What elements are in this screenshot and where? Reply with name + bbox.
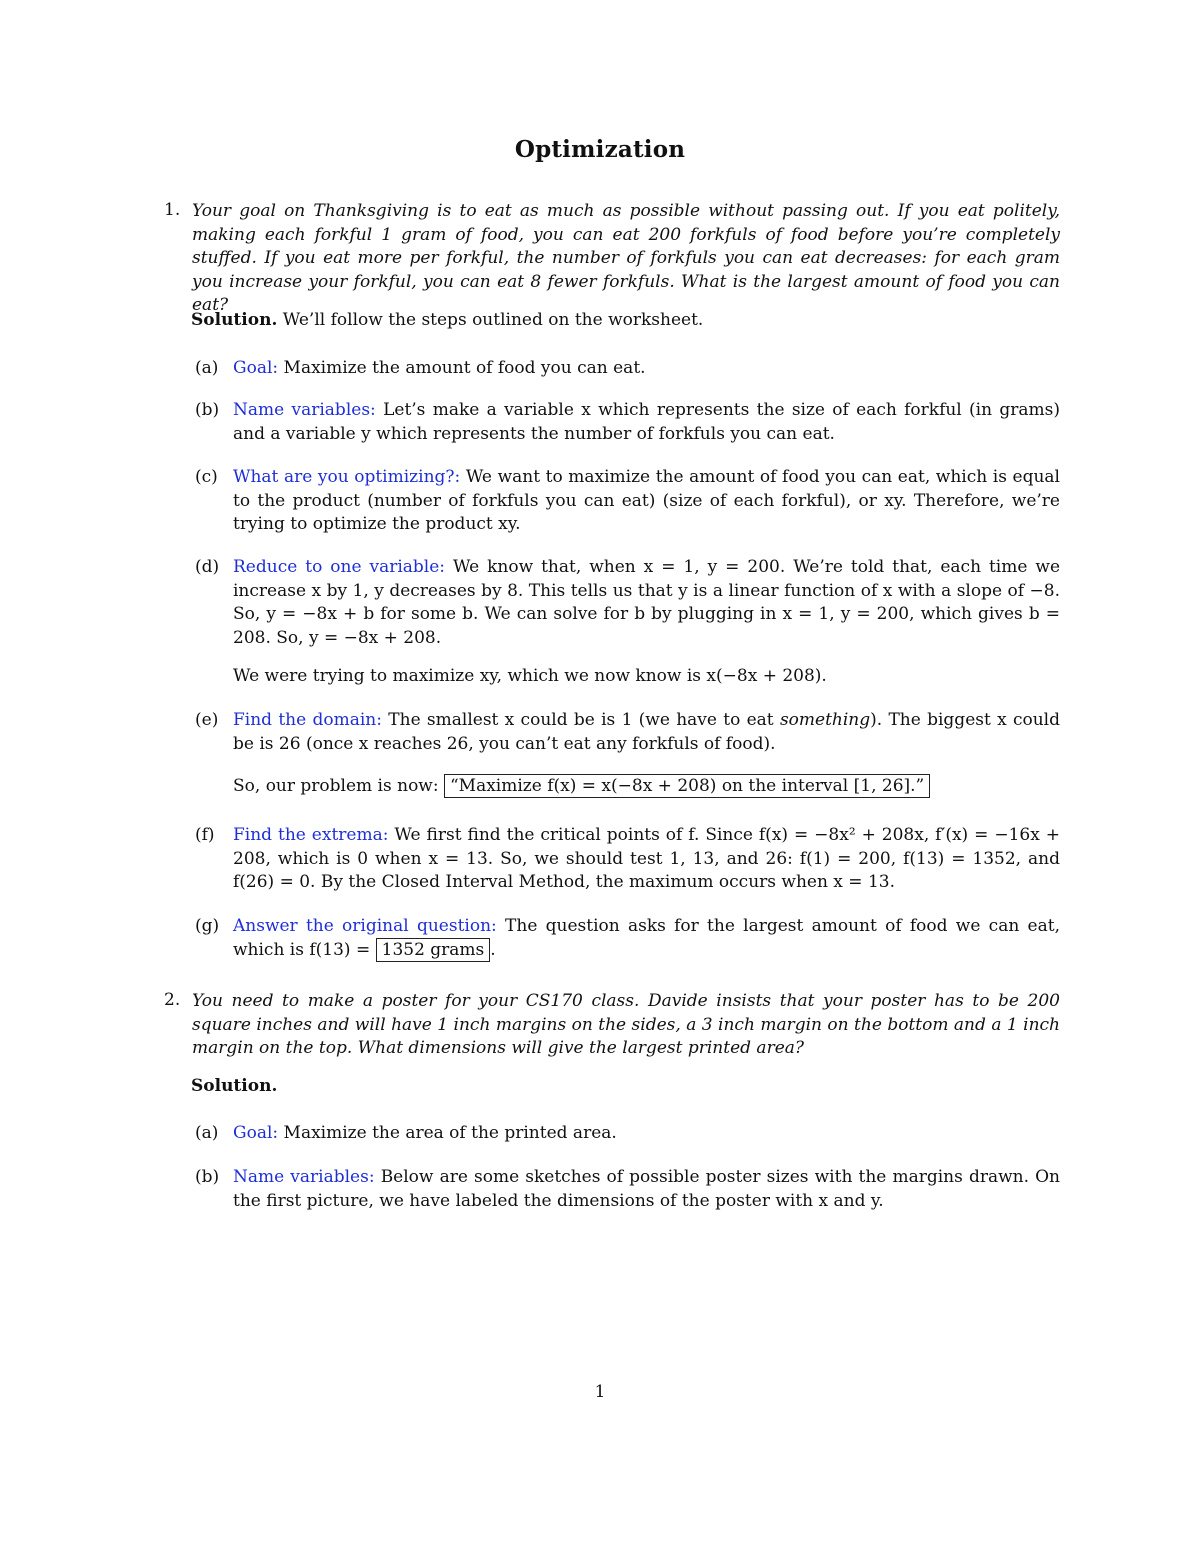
- solution-label: Solution.: [191, 310, 278, 330]
- step-text: Maximize the amount of food you can eat.: [283, 358, 646, 378]
- step-keyword: Find the extrema:: [233, 825, 389, 845]
- step-keyword: Goal:: [233, 358, 279, 378]
- step-keyword: Name variables:: [233, 1167, 375, 1187]
- step-text-before: The smallest x could be is 1 (we have to eat: [388, 710, 774, 730]
- step-b: [195, 399, 1060, 446]
- step-label: (f): [195, 825, 215, 845]
- step-text-after: ). The biggest x could be is 26 (once x reaches 26, you can’t eat any forkfuls of food).: [233, 710, 1061, 754]
- step-keyword: Answer the original question:: [233, 916, 497, 936]
- step-label: (a): [195, 358, 219, 378]
- step-label: (b): [195, 1167, 220, 1187]
- solution-label: Solution.: [191, 1076, 278, 1096]
- followup-lead: So, our problem is now:: [233, 776, 439, 796]
- step-label: (b): [195, 400, 220, 420]
- problem-1: [164, 200, 1060, 318]
- step-c: [195, 466, 1060, 537]
- step-label: (g): [195, 916, 220, 936]
- step-text: Maximize the area of the printed area.: [283, 1123, 617, 1143]
- step-e-followup: [233, 775, 1061, 799]
- page-title: Optimization: [514, 136, 686, 163]
- step-text: We want to maximize the amount of food you can eat, which is equal to the product (number of forkfuls you can eat) (size of each forkful), or xy. Therefore, we’re trying to optimize the product xy.: [233, 467, 1060, 534]
- problem-statement: You need to make a poster for your CS170 class. Davide insists that your poster has to be 200 square inches and will have 1 inch margins on the sides, a 3 inch margin on the bottom and a 1 inch margin on the top. What dimensions will give the largest printed area?: [192, 991, 1060, 1058]
- problem-number: 1.: [164, 200, 181, 220]
- step-text: The question asks for the largest amount of food we can eat, which is f(13) =: [233, 916, 1060, 960]
- step-end: .: [490, 939, 496, 960]
- step-keyword: What are you optimizing?:: [233, 467, 461, 487]
- boxed-answer: 1352 grams: [376, 938, 491, 962]
- step-e: [195, 709, 1060, 756]
- step-label: (c): [195, 467, 218, 487]
- step-d-followup: We were trying to maximize xy, which we now know is x(−8x + 208).: [233, 666, 827, 686]
- step-2a: [195, 1122, 1060, 1146]
- step-label: (e): [195, 710, 219, 730]
- step-text: We first find the critical points of f. Since f(x) = −8x² + 208x, f′(x) = −16x + 208, which is 0 when x = 13. So, we should test 1, 13, and 26: f(1) = 200, f(13) = 1352, and f(26) = 0. By the Closed Interval Method, the maximum occurs when x = 13.: [233, 825, 1060, 892]
- step-emphasis: something: [779, 710, 871, 730]
- step-2b: [195, 1166, 1060, 1213]
- problem-2: [164, 990, 1060, 1061]
- boxed-problem-statement: “Maximize f(x) = x(−8x + 208) on the interval [1, 26].”: [444, 774, 930, 798]
- step-text: We know that, when x = 1, y = 200. We’re told that, each time we increase x by 1, y decreases by 8. This tells us that y is a linear function of x with a slope of −8. So, y = −8x + b for some b. We can solve for b by plugging in x = 1, y = 200, which gives b = 208. So, y = −8x + 208.: [233, 557, 1061, 648]
- step-keyword: Name variables:: [233, 400, 376, 420]
- step-g: [195, 915, 1060, 962]
- step-keyword: Reduce to one variable:: [233, 557, 446, 577]
- step-label: (d): [195, 557, 220, 577]
- step-a: [195, 357, 1060, 381]
- step-text: Below are some sketches of possible poster sizes with the margins drawn. On the first picture, we have labeled the dimensions of the poster with x and y.: [233, 1167, 1060, 1211]
- step-label: (a): [195, 1123, 219, 1143]
- page-number: 1: [594, 1382, 606, 1402]
- solution-intro-text: We’ll follow the steps outlined on the worksheet.: [282, 310, 704, 330]
- step-keyword: Goal:: [233, 1123, 279, 1143]
- step-f: [195, 824, 1060, 895]
- step-keyword: Find the domain:: [233, 710, 382, 730]
- step-text: Let’s make a variable x which represents the size of each forkful (in grams) and a variable y which represents the number of forkfuls you can eat.: [233, 400, 1060, 444]
- solution-intro: [191, 309, 1061, 333]
- solution-intro-2: [191, 1075, 1061, 1099]
- problem-number: 2.: [164, 990, 181, 1010]
- problem-statement: Your goal on Thanksgiving is to eat as much as possible without passing out. If you eat politely, making each forkful 1 gram of food, you can eat 200 forkfuls of food before you’re completely stuffed. If you eat more per forkful, the number of forkfuls you can eat decreases: for each gram you increase your forkful, you can eat 8 fewer forkfuls. What is the largest amount of food you can eat?: [192, 201, 1060, 315]
- step-d: [195, 556, 1060, 650]
